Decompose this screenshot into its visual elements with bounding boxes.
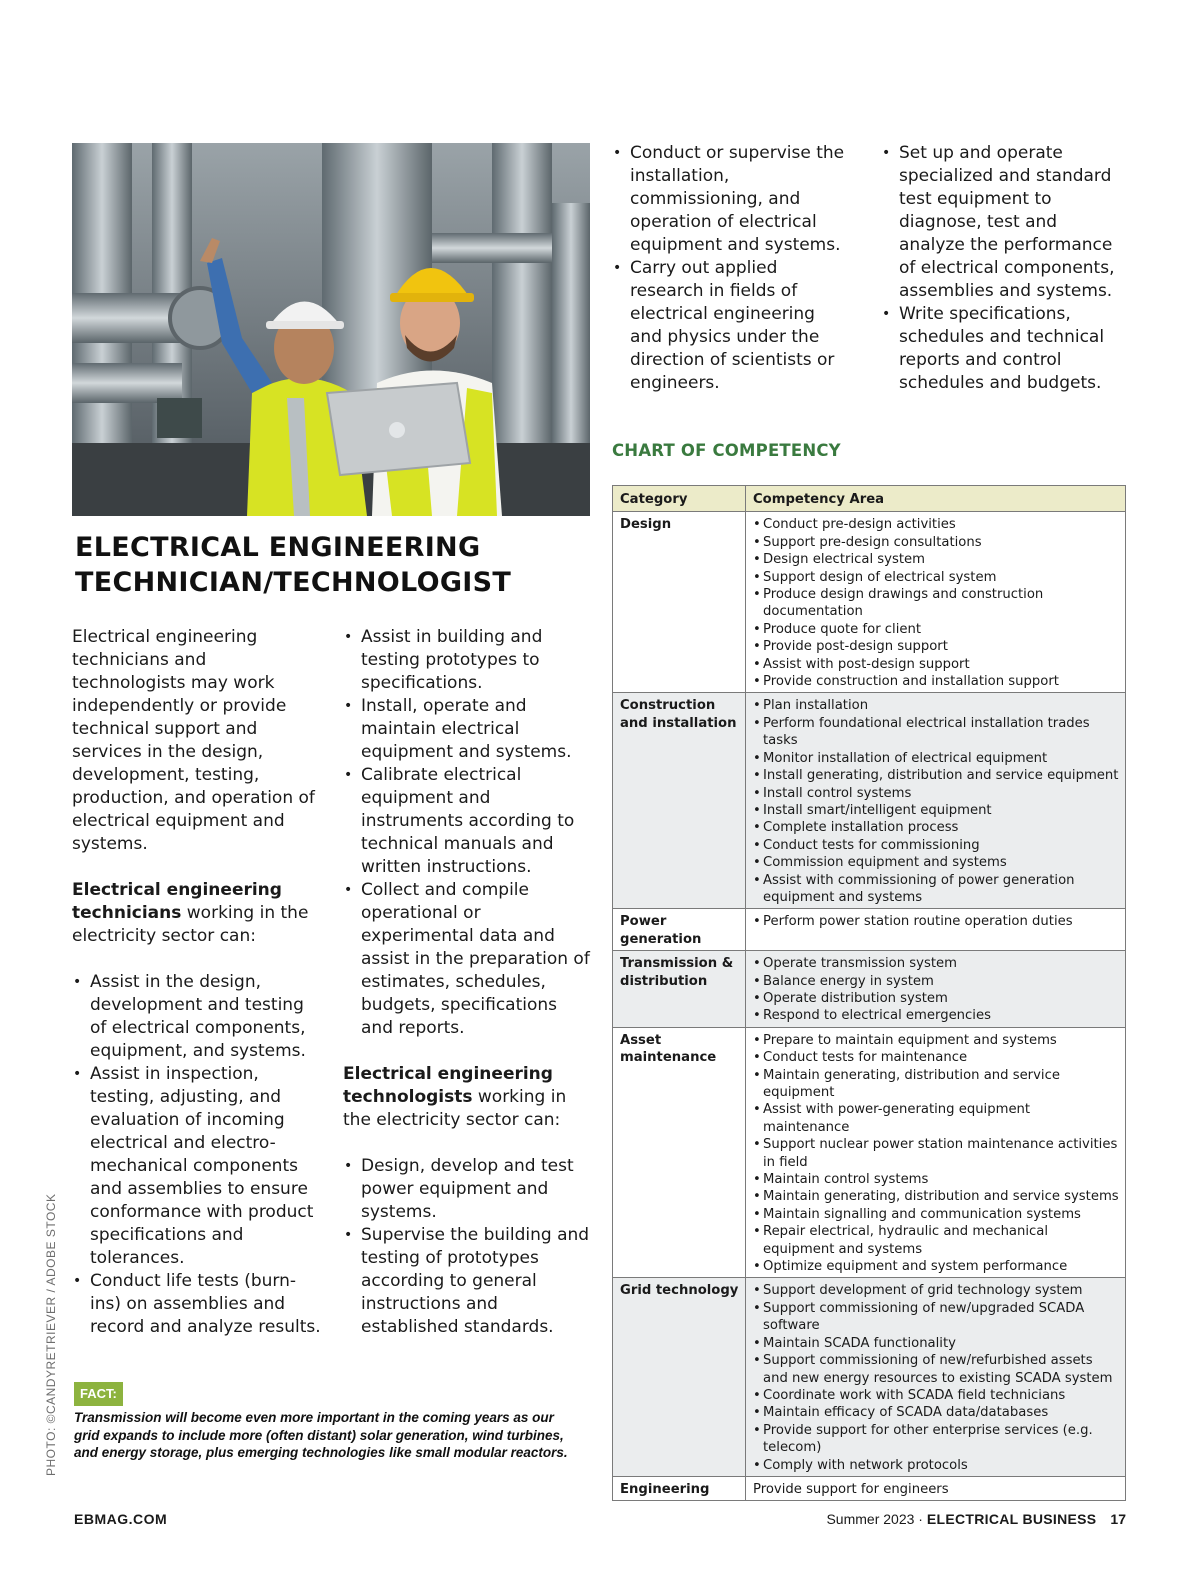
page-number: 17	[1110, 1511, 1126, 1527]
competency-item: • Support development of grid technology system	[753, 1282, 1119, 1299]
category-cell: Engineering	[613, 1476, 746, 1500]
technicians-list	[72, 971, 322, 1339]
technicians-lead	[72, 879, 322, 948]
technicians-lead-rest: working in the electricity sector can:	[72, 903, 309, 946]
competency-item: • Support commissioning of new/refurbished assets and new energy resources to existing SCADA system	[753, 1352, 1119, 1387]
competency-item: • Perform power station routine operation duties	[753, 913, 1119, 930]
competency-item: • Assist with commissioning of power generation equipment and systems	[753, 872, 1119, 907]
article-title-line2: TECHNICIAN/TECHNOLOGIST	[75, 567, 512, 598]
competency-item: • Commission equipment and systems	[753, 854, 1119, 871]
competency-item: • Provide post-design support	[753, 638, 1119, 655]
list-item: • Assist in the design, development and testing of electrical components, equipment, and systems.	[72, 971, 322, 1063]
body-column-3	[612, 142, 852, 395]
competency-list	[753, 955, 1119, 1025]
footer-site: EBMAG.COM	[74, 1511, 168, 1527]
table-row	[613, 909, 1126, 951]
competency-item: • Monitor installation of electrical equipment	[753, 750, 1119, 767]
category-cell: Transmission & distribution	[613, 951, 746, 1028]
competency-cell	[746, 693, 1126, 909]
competency-item: • Perform foundational electrical installation trades tasks	[753, 715, 1119, 750]
competency-cell	[746, 1278, 1126, 1476]
competency-item: • Comply with network protocols	[753, 1457, 1119, 1474]
competency-item: • Produce design drawings and construction documentation	[753, 586, 1119, 621]
technologists-lead	[343, 1063, 593, 1132]
competency-item: • Respond to electrical emergencies	[753, 1007, 1119, 1024]
footer-magazine: ELECTRICAL BUSINESS	[926, 1511, 1097, 1527]
table-row	[613, 693, 1126, 909]
competency-list	[753, 516, 1119, 690]
competency-list	[753, 697, 1119, 906]
competency-item: • Support nuclear power station maintenance activities in field	[753, 1136, 1119, 1171]
list-item: • Install, operate and maintain electrical equipment and systems.	[343, 695, 593, 764]
competency-item: • Plan installation	[753, 697, 1119, 714]
category-cell: Asset maintenance	[613, 1027, 746, 1278]
photo-credit: PHOTO: ©CANDYRETRIEVER / ADOBE STOCK	[44, 1193, 58, 1476]
competency-item: • Coordinate work with SCADA field technicians	[753, 1387, 1119, 1404]
table-row	[613, 951, 1126, 1028]
table-row	[613, 1027, 1126, 1278]
article-photo	[72, 143, 590, 516]
footer-issue-date: Summer 2023 ·	[826, 1511, 927, 1527]
table-row	[613, 512, 1126, 693]
list-item: • Conduct or supervise the installation, commissioning, and operation of electrical equipment and systems.	[612, 142, 852, 257]
footer-issue	[826, 1511, 1126, 1527]
article-title-line1: ELECTRICAL ENGINEERING	[75, 532, 481, 563]
competency-cell	[746, 909, 1126, 951]
list-item: • Design, develop and test power equipment and systems.	[343, 1155, 593, 1224]
competency-item: • Support pre-design consultations	[753, 534, 1119, 551]
competency-list	[753, 913, 1119, 930]
competency-item: • Conduct tests for commissioning	[753, 837, 1119, 854]
list-item: • Write specifications, schedules and technical reports and control schedules and budgets.	[881, 303, 1126, 395]
competency-item: • Provide construction and installation support	[753, 673, 1119, 690]
list-item: • Supervise the building and testing of prototypes according to general instructions and established standards.	[343, 1224, 593, 1339]
technologists-lead-rest: working in the electricity sector can:	[343, 1087, 567, 1130]
competency-item: • Support commissioning of new/upgraded SCADA software	[753, 1300, 1119, 1335]
competency-item: • Maintain SCADA functionality	[753, 1335, 1119, 1352]
competency-cell	[746, 951, 1126, 1028]
competency-item: • Operate transmission system	[753, 955, 1119, 972]
competency-list	[753, 1032, 1119, 1276]
technologists-list-end	[881, 142, 1126, 395]
competency-cell	[746, 1027, 1126, 1278]
competency-list	[753, 1282, 1119, 1473]
technicians-lead-bold: Electrical engineering technicians	[72, 880, 282, 923]
list-item: • Calibrate electrical equipment and instruments according to technical manuals and written instructions.	[343, 764, 593, 879]
competency-item: • Assist with power-generating equipment maintenance	[753, 1101, 1119, 1136]
category-cell: Power generation	[613, 909, 746, 951]
competency-table-body	[613, 512, 1126, 1501]
competency-item: • Install generating, distribution and service equipment	[753, 767, 1119, 784]
competency-item: • Design electrical system	[753, 551, 1119, 568]
competency-item: • Conduct tests for maintenance	[753, 1049, 1119, 1066]
engineers-photo-illustration	[72, 143, 590, 516]
table-row	[613, 1476, 1126, 1500]
fact-text: Transmission will become even more important in the coming years as our grid expands to include more (often distant) solar generation, wind turbines, and energy storage, plus emerging technologies like small modular reactors.	[74, 1410, 568, 1460]
competency-item: • Maintain generating, distribution and service systems	[753, 1188, 1119, 1205]
competency-item: • Complete installation process	[753, 819, 1119, 836]
competency-cell	[746, 512, 1126, 693]
competency-cell: Provide support for engineers	[746, 1476, 1126, 1500]
category-cell: Construction and installation	[613, 693, 746, 909]
category-cell: Grid technology	[613, 1278, 746, 1476]
list-item: • Assist in building and testing prototypes to specifications.	[343, 626, 593, 695]
competency-item: • Maintain signalling and communication systems	[753, 1206, 1119, 1223]
technologists-lead-bold: Electrical engineering technologists	[343, 1064, 553, 1107]
competency-item: • Repair electrical, hydraulic and mechanical equipment and systems	[753, 1223, 1119, 1258]
header-competency-area: Competency Area	[746, 486, 1126, 512]
list-item: • Conduct life tests (burn-ins) on assemblies and record and analyze results.	[72, 1270, 322, 1339]
body-column-2	[343, 626, 593, 1339]
competency-item: • Maintain efficacy of SCADA data/databases	[753, 1404, 1119, 1421]
competency-item: • Maintain control systems	[753, 1171, 1119, 1188]
competency-item: • Operate distribution system	[753, 990, 1119, 1007]
competency-item: • Optimize equipment and system performance	[753, 1258, 1119, 1275]
technologists-list-continued	[612, 142, 852, 395]
intro-paragraph: Electrical engineering technicians and technologists may work independently or provide technical support and services in the design, development, testing, production, and operation of electrical equipment and systems.	[72, 627, 315, 854]
competency-item: • Assist with post-design support	[753, 656, 1119, 673]
table-row	[613, 1278, 1126, 1476]
competency-item: • Produce quote for client	[753, 621, 1119, 638]
body-column-1	[72, 626, 322, 1339]
chart-title: CHART OF COMPETENCY	[612, 441, 841, 460]
technicians-list-continued	[343, 626, 593, 1040]
competency-item: • Conduct pre-design activities	[753, 516, 1119, 533]
technologists-list	[343, 1155, 593, 1339]
list-item: • Collect and compile operational or experimental data and assist in the preparation of estimates, schedules, budgets, specifications and reports.	[343, 879, 593, 1040]
competency-item: • Support design of electrical system	[753, 569, 1119, 586]
competency-item: • Maintain generating, distribution and service equipment	[753, 1067, 1119, 1102]
list-item: • Carry out applied research in fields of electrical engineering and physics under the direction of scientists or engineers.	[612, 257, 852, 395]
competency-table	[612, 485, 1126, 1501]
list-item: • Set up and operate specialized and standard test equipment to diagnose, test and analyze the performance of electrical components, assemblies and systems.	[881, 142, 1126, 303]
competency-item: • Prepare to maintain equipment and systems	[753, 1032, 1119, 1049]
fact-label: FACT:	[74, 1382, 123, 1406]
header-category: Category	[613, 486, 746, 512]
list-item: • Assist in inspection, testing, adjusting, and evaluation of incoming electrical and electro-mechanical components and assemblies to ensure conformance with product specifications and tolerances.	[72, 1063, 322, 1270]
competency-item: • Balance energy in system	[753, 973, 1119, 990]
body-column-4	[881, 142, 1126, 395]
competency-item: • Provide support for other enterprise services (e.g. telecom)	[753, 1422, 1119, 1457]
competency-item: • Install control systems	[753, 785, 1119, 802]
competency-item: • Install smart/intelligent equipment	[753, 802, 1119, 819]
table-header-row	[613, 486, 1126, 512]
category-cell: Design	[613, 512, 746, 693]
article-title	[75, 530, 595, 600]
